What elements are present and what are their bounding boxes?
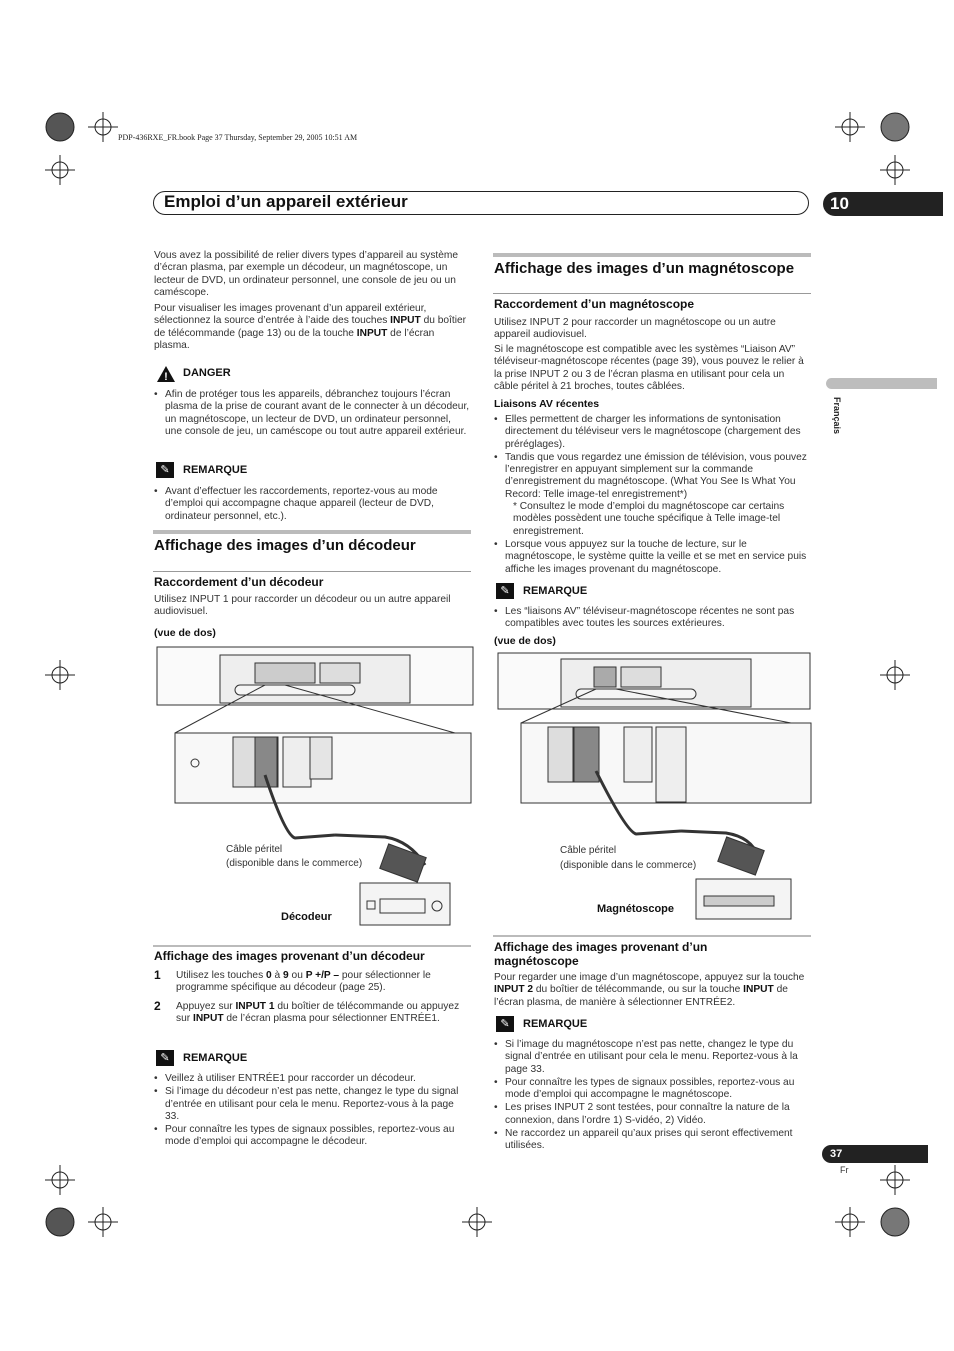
decoder-display-title: Affichage des images provenant d’un décodeur	[154, 949, 425, 963]
danger-title: DANGER	[183, 367, 231, 379]
decoder-step-2: Appuyez sur INPUT 1 du boîtier de télécommande ou appuyez sur INPUT de l’écran plasma pour sélectionner ENTRÉE1.	[176, 1001, 460, 1025]
decoder-cable-caption-1: Câble péritel	[226, 844, 283, 855]
note1-item: • Avant d’effectuer les raccordements, reportez-vous au mode d’emploi qui accompagne chaque appareil (lecteur de DVD, ordinateur personnel, etc.).	[154, 486, 470, 523]
note4-item: • Si l’image du magnétoscope n’est pas nette, changez le type du signal d’entrée en utilisant pour cela le menu. Reportez-vous à la page 33.	[494, 1039, 810, 1076]
decoder-section-title: Affichage des images d’un décodeur	[154, 537, 416, 554]
liaisons-item: • Lorsque vous appuyez sur la touche de lecture, sur le magnétoscope, le système quitte la veille et se met en service puis affiche les images provenant du magnétoscope.	[494, 539, 810, 576]
liaisons-title: Liaisons AV récentes	[494, 398, 600, 410]
side-language-label: Français	[832, 397, 842, 435]
vcr-connection-diagram	[496, 651, 814, 926]
decoder-connection-diagram	[155, 645, 475, 935]
note1-title: REMARQUE	[183, 464, 248, 476]
note2-title: REMARQUE	[183, 1052, 248, 1064]
vcr-display-text: Pour regarder une image d’un magnétoscope, appuyez sur la touche INPUT 2 du boîtier de télécommande, ou sur la touche INPUT de l’écran plasma, de manière à sélectionner ENTRÉE2.	[494, 972, 805, 1008]
vcr-cable-caption-1: Câble péritel	[560, 845, 617, 856]
warning-triangle-icon	[156, 365, 176, 383]
note4-item: • Les prises INPUT 2 sont testées, pour connaître la nature de la connexion, dans l’ordre 1) S-vidéo, 2) Vidéo.	[494, 1102, 810, 1127]
file-info: PDP-436RXE_FR.book Page 37 Thursday, September 29, 2005 10:51 AM	[118, 133, 358, 142]
section-bar	[493, 253, 811, 257]
note2-list	[154, 1073, 470, 1150]
liaisons-item: • Elles permettent de charger les informations de syntonisation directement du téléviseur vers le magnétoscope (chargement des préréglages).	[494, 414, 810, 451]
note4-title: REMARQUE	[523, 1018, 588, 1030]
svg-text:!: !	[164, 371, 168, 383]
vcr-cable-caption-2: (disponible dans le commerce)	[560, 860, 697, 871]
chapter-number: 10	[823, 192, 943, 216]
note2-item: • Si l’image du décodeur n’est pas nette, changez le type du signal d’entrée en utilisant pour cela le menu. Reportez-vous à la page 33.	[154, 1086, 470, 1123]
decoder-device-label: Décodeur	[281, 911, 332, 923]
section-rule	[153, 571, 471, 572]
decoder-text: Utilisez INPUT 1 pour raccorder un décodeur ou un autre appareil audiovisuel.	[154, 594, 451, 618]
note3-item: • Les “liaisons AV” téléviseur-magnétoscope récentes ne sont pas compatibles avec toutes les sources extérieures.	[494, 606, 810, 631]
decoder-subtitle: Raccordement d’un décodeur	[154, 575, 324, 589]
vcr-paragraph-2: Si le magnétoscope est compatible avec les systèmes “Liaison AV” téléviseur-magnétoscope récentes (page 39), vous pouvez le relier à la prise INPUT 2 ou 3 de l’écran plasma en utilisant pour cela un câble péritel à 21 broches, toutes câblées.	[494, 344, 804, 392]
step-number: 2	[154, 999, 161, 1013]
note4-item: • Ne raccordez un appareil qu’aux prises qui seront effectivement utilisées.	[494, 1128, 810, 1153]
section-bar	[153, 530, 471, 534]
vcr-display-title: Affichage des images provenant d’un magnétoscope	[494, 940, 708, 968]
vcr-view-label: (vue de dos)	[494, 635, 556, 647]
liaisons-item: • Tandis que vous regardez une émission de télévision, vous pouvez l’enregistrer en appuyant simplement sur la commande d’enregistrement du magnétoscope. (What You See Is What You Record: Telle image-tel enregistrement*)	[494, 452, 810, 501]
note1-list	[154, 486, 470, 524]
vcr-paragraph-1: Utilisez INPUT 2 pour raccorder un magnétoscope ou un autre appareil audiovisuel.	[494, 317, 776, 341]
page-language: Fr	[840, 1165, 849, 1175]
liaisons-list-2	[494, 539, 810, 577]
chapter-title: Emploi d’un appareil extérieur	[164, 192, 408, 211]
liaisons-list	[494, 414, 810, 502]
intro-paragraph-2: Pour visualiser les images provenant d’un appareil extérieur, sélectionnez la source d’entrée à l’aide des touches INPUT du boîtier de télécommande (page 13) ou de la touche INPUT de l’écran plasma.	[154, 303, 467, 351]
liaisons-footnote: * Consultez le mode d’emploi du magnétoscope car certains modèles possèdent une touche spécifique à Telle image-tel enregistrement.	[513, 501, 785, 537]
section-rule	[493, 293, 811, 294]
note3-title: REMARQUE	[523, 585, 588, 597]
pencil-note-icon: ✎	[156, 462, 174, 478]
vcr-device-label: Magnétoscope	[597, 903, 675, 915]
decoder-cable-caption-2: (disponible dans le commerce)	[226, 858, 363, 869]
vcr-subtitle: Raccordement d’un magnétoscope	[494, 297, 695, 311]
danger-list	[154, 389, 470, 439]
page-number: 37	[822, 1145, 928, 1163]
vcr-section-title: Affichage des images d’un magnétoscope	[494, 260, 795, 277]
side-tab	[826, 378, 937, 389]
note2-item: • Veillez à utiliser ENTRÉE1 pour raccorder un décodeur.	[154, 1073, 470, 1085]
note2-item: • Pour connaître les types de signaux possibles, reportez-vous au mode d’emploi qui accompagne le décodeur.	[154, 1124, 470, 1149]
note3-list	[494, 606, 810, 632]
intro-paragraph-1: Vous avez la possibilité de relier divers types d’appareil au système d’écran plasma, par exemple un décodeur, un magnétoscope, un lecteur de DVD, un ordinateur personnel, une console de jeu ou un caméscope.	[154, 250, 459, 298]
pencil-note-icon: ✎	[156, 1050, 174, 1066]
pencil-note-icon: ✎	[496, 1016, 514, 1032]
note4-item: • Pour connaître les types de signaux possibles, reportez-vous au mode d’emploi qui accompagne le magnétoscope.	[494, 1077, 810, 1102]
step-number: 1	[154, 968, 161, 982]
decoder-view-label: (vue de dos)	[154, 627, 216, 639]
danger-item: • Afin de protéger tous les appareils, débranchez toujours l’écran plasma de la prise de courant avant de le connecter à un décodeur, un magnétoscope, un lecteur de DVD, un ordinateur personnel, une console de jeu, un caméscope ou tout autre appareil extérieur.	[154, 389, 470, 438]
section-rule	[153, 945, 471, 947]
section-rule	[493, 935, 811, 937]
pencil-note-icon: ✎	[496, 583, 514, 599]
note4-list	[494, 1039, 810, 1154]
decoder-step-1: Utilisez les touches 0 à 9 ou P +/P – pour sélectionner le programme spécifique au décodeur (page 25).	[176, 970, 431, 994]
